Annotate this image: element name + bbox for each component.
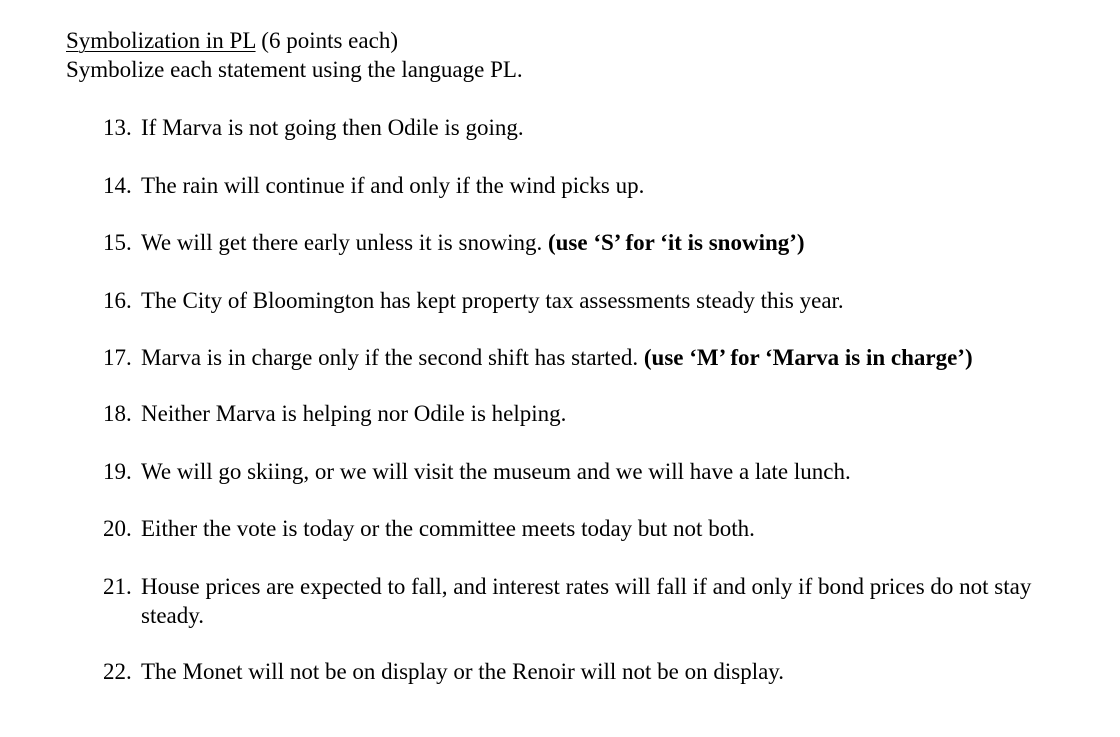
question-text: The Monet will not be on display or the Renoir will not be on display. <box>141 658 785 684</box>
question-text: The rain will continue if and only if the wind picks up. <box>141 172 645 198</box>
question-item-21 <box>103 572 1093 630</box>
question-text: Neither Marva is helping nor Odile is helping. <box>141 401 567 426</box>
question-text: We will go skiing, or we will visit the museum and we will have a late lunch. <box>141 458 851 484</box>
question-text: We will get there early unless it is snowing. <box>141 230 548 255</box>
question-hint: (use ‘M’ for ‘Marva is in charge’) <box>643 345 973 370</box>
question-list <box>103 113 1093 714</box>
question-number: 15. <box>103 230 132 255</box>
question-item-14 <box>103 171 1093 200</box>
section-title-underlined: Symbolization in PL <box>66 28 256 53</box>
question-number: 13. <box>103 115 132 140</box>
section-title <box>66 26 523 55</box>
question-item-20 <box>103 514 1093 543</box>
question-text: House prices are expected to fall, and interest rates will fall if and only if bond prices do not stay steady. <box>141 573 1032 628</box>
question-item-19 <box>103 457 1093 486</box>
question-number: 20. <box>103 516 132 541</box>
question-hint: (use ‘S’ for ‘it is snowing’) <box>547 230 805 255</box>
section-instruction: Symbolize each statement using the language PL. <box>66 57 523 82</box>
question-item-22 <box>103 657 1093 686</box>
section-header <box>66 26 523 84</box>
section-title-points: (6 points each) <box>255 28 398 53</box>
question-number: 18. <box>103 401 132 426</box>
question-text: Marva is in charge only if the second shift has started. <box>141 345 644 370</box>
question-number: 14. <box>103 172 132 198</box>
question-item-18 <box>103 399 1093 428</box>
question-number: 21. <box>103 573 132 599</box>
question-number: 17. <box>103 345 132 370</box>
question-item-17 <box>103 343 1093 372</box>
question-item-15 <box>103 228 1093 257</box>
question-number: 19. <box>103 458 132 484</box>
question-text: The City of Bloomington has kept property tax assessments steady this year. <box>141 287 844 313</box>
question-item-13 <box>103 113 1093 142</box>
question-text: If Marva is not going then Odile is going. <box>141 115 524 140</box>
question-number: 16. <box>103 287 132 313</box>
question-number: 22. <box>103 658 132 684</box>
question-text: Either the vote is today or the committee meets today but not both. <box>141 516 755 541</box>
question-item-16 <box>103 286 1093 315</box>
